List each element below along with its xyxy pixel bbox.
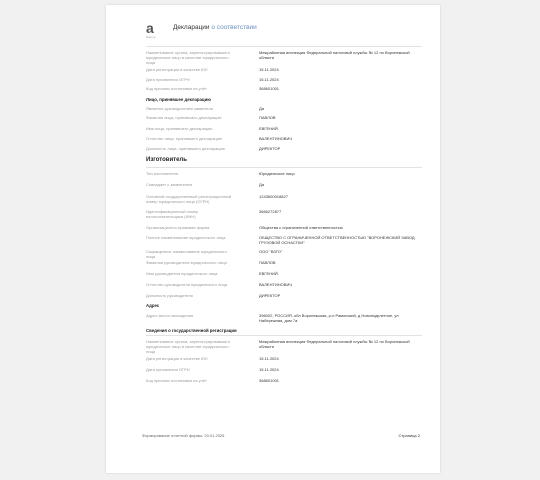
section-title-address: Адрес (146, 303, 160, 308)
field-value: 3666272877 (259, 209, 282, 214)
field-value: 396002, РОССИЯ, обл Воронежская, р-н Рамонский, д Новоподклетное, ул Набережная, дом 7а (259, 313, 399, 323)
field-label: Является руководителем заявителя (146, 106, 213, 111)
field-label: Код причины постановки на учёт (146, 86, 207, 91)
divider (146, 46, 422, 47)
field-label: Дата присвоения ОГРН (146, 77, 190, 82)
field-label: Должность руководителя (146, 293, 193, 298)
field-value: ПАВЛОВ (259, 260, 276, 265)
field-value: Да (259, 106, 264, 111)
document-page (106, 5, 440, 473)
section-title-manufacturer: Изготовитель (146, 157, 187, 163)
field-label: Фамилия руководителя юридического лица (146, 260, 227, 265)
field-label: Совпадает с заявителем (146, 182, 193, 187)
field-label: Имя лица, принявшего декларацию (146, 126, 213, 131)
field-value: ДИРЕКТОР (259, 293, 281, 298)
field-label: Должность лица, принявшего декларацию (146, 146, 225, 151)
section-title-applicant: Лицо, принявшее декларацию (146, 97, 211, 102)
field-row (146, 339, 422, 354)
field-label: Имя руководителя юридического лица (146, 271, 218, 276)
field-value: ВАЛЕНТИНОВИЧ (259, 282, 292, 287)
field-row (146, 209, 422, 220)
field-label: Фамилия лица, принявшего декларацию (146, 115, 222, 120)
field-value: 368601001 (259, 378, 280, 383)
field-label: Полное наименование юридического лица (146, 235, 226, 240)
field-label: Тип изготовителя (146, 171, 179, 176)
section-title-registration: Сведения о государственной регистрации (146, 328, 237, 333)
field-value: ЕВГЕНИЙ (259, 271, 278, 276)
field-label: Дата присвоения ОГРН (146, 367, 190, 372)
field-label: Отчество лица, принявшего декларацию (146, 136, 222, 141)
field-value: ООО "ВЗГО" (259, 249, 283, 254)
field-value: 1243600018827 (259, 194, 288, 199)
field-value: Межрайонная инспекция Федеральной налоговой службы № 12 по Воронежской области (259, 50, 410, 60)
field-row (146, 50, 422, 65)
field-value: ОБЩЕСТВО С ОГРАНИЧЕННОЙ ОТВЕТСТВЕННОСТЬЮ "ВОРОНЕЖСКИЙ ЗАВОД ГРУЗОВОЙ ОСНАСТКИ" (259, 235, 415, 245)
field-label: Организационно-правовая форма (146, 225, 210, 230)
divider (146, 335, 422, 336)
field-label: Идентификационный номер налогоплательщика (ИНН) (146, 209, 199, 219)
footer-generated-date: Формирование отчетной формы: 20.01.2025 (142, 433, 225, 438)
field-label: Сокращенное наименование юридического лица (146, 249, 227, 259)
kontur-logo-icon: a (146, 20, 154, 36)
field-value: Общества с ограниченной ответственностью (259, 225, 343, 230)
logo-caption: Контур (146, 35, 156, 39)
footer-page-number: Страница 2 (398, 433, 420, 438)
field-value: Межрайонная инспекция Федеральной налоговой службы № 12 по Воронежской области (259, 339, 410, 349)
field-label: Код причины постановки на учёт (146, 378, 207, 383)
field-label: Адрес места нахождения (146, 313, 194, 318)
field-value: 15.11.2024 (259, 367, 279, 372)
field-value: 15.11.2024 (259, 77, 279, 82)
field-label: Отчество руководителя юридического лица (146, 282, 228, 287)
field-value: 368601001 (259, 86, 280, 91)
field-row (146, 313, 422, 324)
title-accent: о соответствии (211, 24, 257, 31)
field-row (146, 235, 422, 246)
page-title (173, 24, 257, 31)
field-label: Дата регистрации в качестве ЮЛ (146, 67, 208, 72)
title-main: Декларации (173, 24, 210, 31)
field-value: Юридическое лицо (259, 171, 295, 176)
field-value: ЕВГЕНИЙ (259, 126, 278, 131)
field-row (146, 194, 422, 205)
field-label: Наименование органа, зарегистрировавшего юридическое лицо в качестве юридического лица (146, 50, 230, 65)
field-value: 15.11.2024 (259, 67, 279, 72)
field-value: ДИРЕКТОР (259, 146, 281, 151)
field-value: 15.11.2024 (259, 356, 279, 361)
document-header (146, 22, 430, 44)
field-value: ПАВЛОВ (259, 115, 276, 120)
field-value: ВАЛЕНТИНОВИЧ (259, 136, 292, 141)
field-label: Основной государственный регистрационный номер юридического лица (ОГРН) (146, 194, 232, 204)
divider (146, 167, 422, 168)
field-label: Дата регистрации в качестве ЮЛ (146, 356, 208, 361)
field-label: Наименование органа, зарегистрировавшего юридическое лицо в качестве юридического лица (146, 339, 230, 354)
field-value: Да (259, 182, 264, 187)
